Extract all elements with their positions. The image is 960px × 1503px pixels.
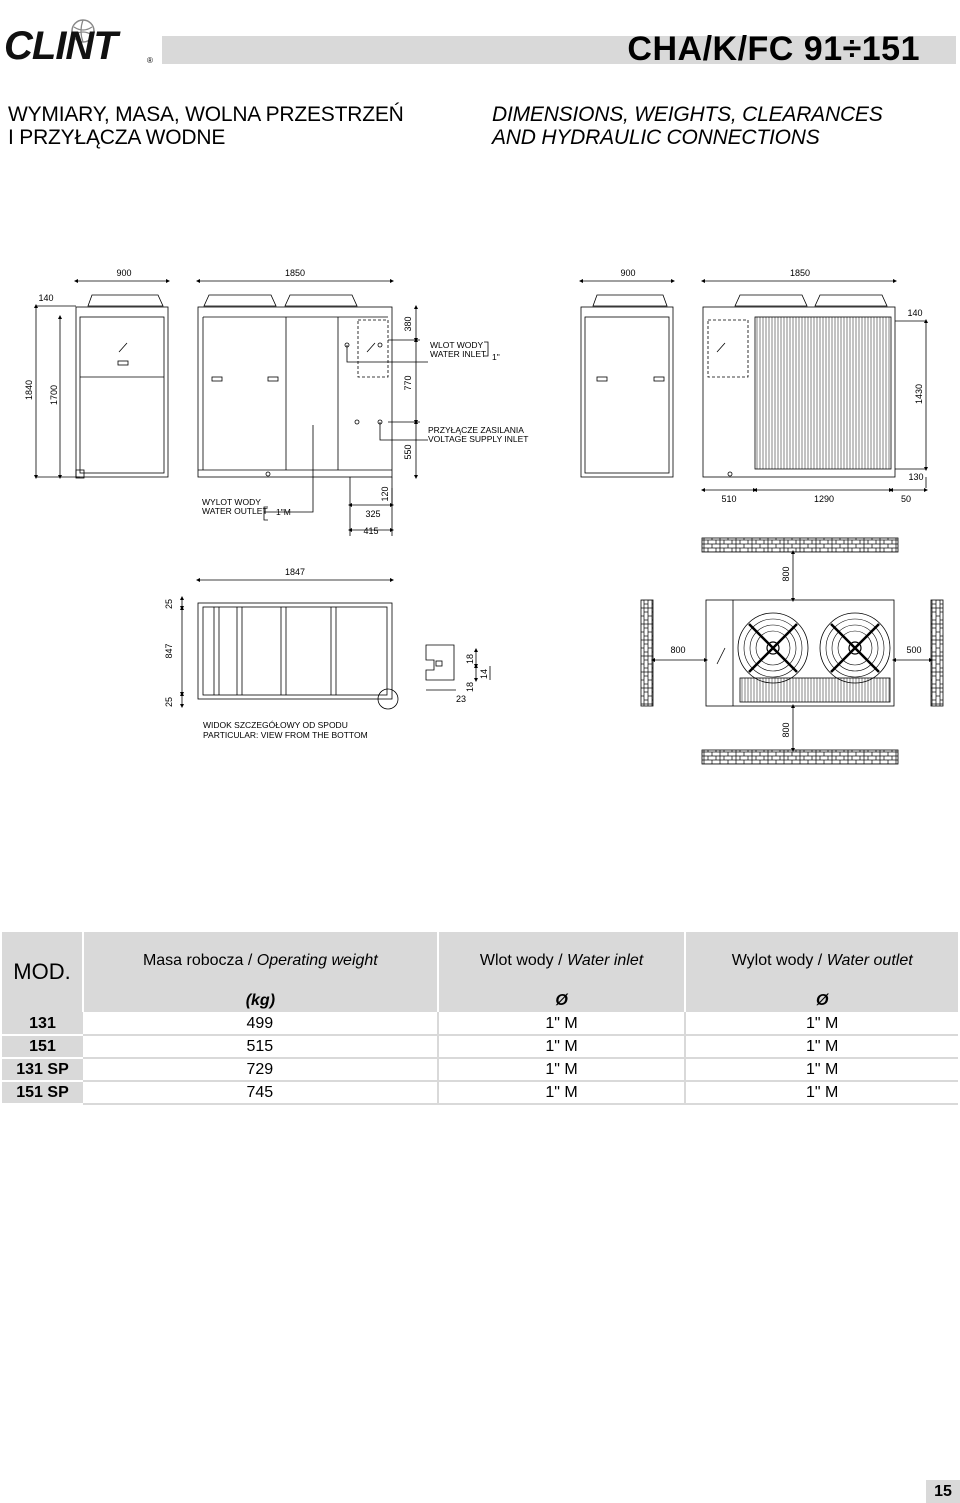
table-row <box>2 1058 958 1081</box>
dim-1290: 1290 <box>813 494 835 504</box>
label-water-inlet-size: 1" <box>492 352 500 362</box>
title-en-line1: DIMENSIONS, WEIGHTS, CLEARANCES <box>492 103 883 126</box>
title-pl-line1: WYMIARY, MASA, WOLNA PRZESTRZEŃ <box>8 103 404 126</box>
fan-icon <box>820 613 890 683</box>
label-supply-pl: PRZYŁĄCZE ZASILANIA <box>428 425 524 435</box>
dim-325: 325 <box>365 509 381 519</box>
inlet-cell: 1" M <box>438 1012 686 1035</box>
page-number: 15 <box>926 1480 960 1503</box>
header-inlet: Wlot wody / Water inlet <box>438 932 686 990</box>
model-cell: 131 SP <box>2 1058 83 1081</box>
title-polish <box>8 103 404 149</box>
front-view <box>198 295 392 477</box>
dim-50: 50 <box>900 494 912 504</box>
dim-1840: 1840 <box>24 379 34 401</box>
clint-logo <box>4 18 164 68</box>
title-english <box>492 103 883 149</box>
technical-drawing <box>0 255 960 775</box>
label-water-outlet-size: 1"M <box>276 507 291 517</box>
fan-icon <box>738 613 808 683</box>
label-bottom-view-en: PARTICULAR: VIEW FROM THE BOTTOM <box>203 730 368 740</box>
unit-outlet: Ø <box>685 990 958 1012</box>
label-bottom-view-pl: WIDOK SZCZEGÓŁOWY OD SPODU <box>203 720 348 730</box>
dim-800-top: 800 <box>781 566 791 582</box>
dim-130: 130 <box>908 472 924 482</box>
dim-770: 770 <box>403 375 413 391</box>
label-water-inlet-pl: WLOT WODY <box>430 340 484 350</box>
model-title: CHA/K/FC 91÷151 <box>627 30 920 68</box>
dim-25-bottom: 25 <box>164 696 174 708</box>
unit-weight: (kg) <box>83 990 438 1012</box>
foot-detail <box>426 645 490 693</box>
inlet-cell: 1" M <box>438 1081 686 1104</box>
dim-900-left: 900 <box>116 268 132 278</box>
model-cell: 131 <box>2 1012 83 1035</box>
dim-18-lower: 18 <box>465 681 475 693</box>
dim-800-bottom: 800 <box>781 722 791 738</box>
plan-view-clearances <box>641 538 943 764</box>
dim-25-top: 25 <box>164 598 174 610</box>
weight-cell: 499 <box>83 1012 438 1035</box>
unit-inlet: Ø <box>438 990 686 1012</box>
dim-1430: 1430 <box>914 383 924 405</box>
dim-415: 415 <box>363 526 379 536</box>
weight-cell: 729 <box>83 1058 438 1081</box>
dim-14: 14 <box>479 668 489 680</box>
label-water-inlet-en: WATER INLET <box>430 349 487 359</box>
header-outlet: Wylot wody / Water outlet <box>685 932 958 990</box>
side-view-left <box>76 295 168 478</box>
registered-mark: ® <box>147 56 153 65</box>
outlet-cell: 1" M <box>685 1035 958 1058</box>
dim-1850-front: 1850 <box>284 268 306 278</box>
side-view-right <box>581 295 673 477</box>
inlet-cell: 1" M <box>438 1058 686 1081</box>
label-supply-en: VOLTAGE SUPPLY INLET <box>428 434 529 444</box>
dim-847: 847 <box>164 643 174 659</box>
dim-800-left: 800 <box>670 645 686 655</box>
dim-23: 23 <box>455 694 467 704</box>
outlet-cell: 1" M <box>685 1058 958 1081</box>
table-row <box>2 1012 958 1035</box>
title-en-line2: AND HYDRAULIC CONNECTIONS <box>492 126 820 149</box>
model-cell: 151 SP <box>2 1081 83 1104</box>
weight-cell: 515 <box>83 1035 438 1058</box>
dim-1700: 1700 <box>49 384 59 406</box>
outlet-cell: 1" M <box>685 1081 958 1104</box>
table-row <box>2 1081 958 1104</box>
dim-1847: 1847 <box>284 567 306 577</box>
logo-wordmark: CLINT <box>4 24 117 68</box>
outlet-cell: 1" M <box>685 1012 958 1035</box>
table-row <box>2 1035 958 1058</box>
dim-18-upper: 18 <box>465 653 475 665</box>
label-water-outlet-pl: WYLOT WODY <box>202 497 261 507</box>
dim-900-right: 900 <box>620 268 636 278</box>
label-water-outlet-en: WATER OUTLET <box>202 506 268 516</box>
dim-510: 510 <box>721 494 737 504</box>
model-cell: 151 <box>2 1035 83 1058</box>
dim-550: 550 <box>403 444 413 460</box>
inlet-cell: 1" M <box>438 1035 686 1058</box>
dim-380: 380 <box>403 316 413 332</box>
dim-500-right: 500 <box>906 645 922 655</box>
header-weight: Masa robocza / Operating weight <box>83 932 438 990</box>
weight-cell: 745 <box>83 1081 438 1104</box>
dim-120: 120 <box>380 486 390 502</box>
title-pl-line2: I PRZYŁĄCZA WODNE <box>8 126 226 149</box>
dim-140-right: 140 <box>907 308 923 318</box>
rear-view <box>703 295 895 477</box>
spec-table <box>2 932 958 1105</box>
header-mod: MOD. <box>2 932 83 1012</box>
dim-140-left: 140 <box>38 293 54 303</box>
bottom-view-frame <box>182 580 398 709</box>
dim-1850-rear: 1850 <box>789 268 811 278</box>
